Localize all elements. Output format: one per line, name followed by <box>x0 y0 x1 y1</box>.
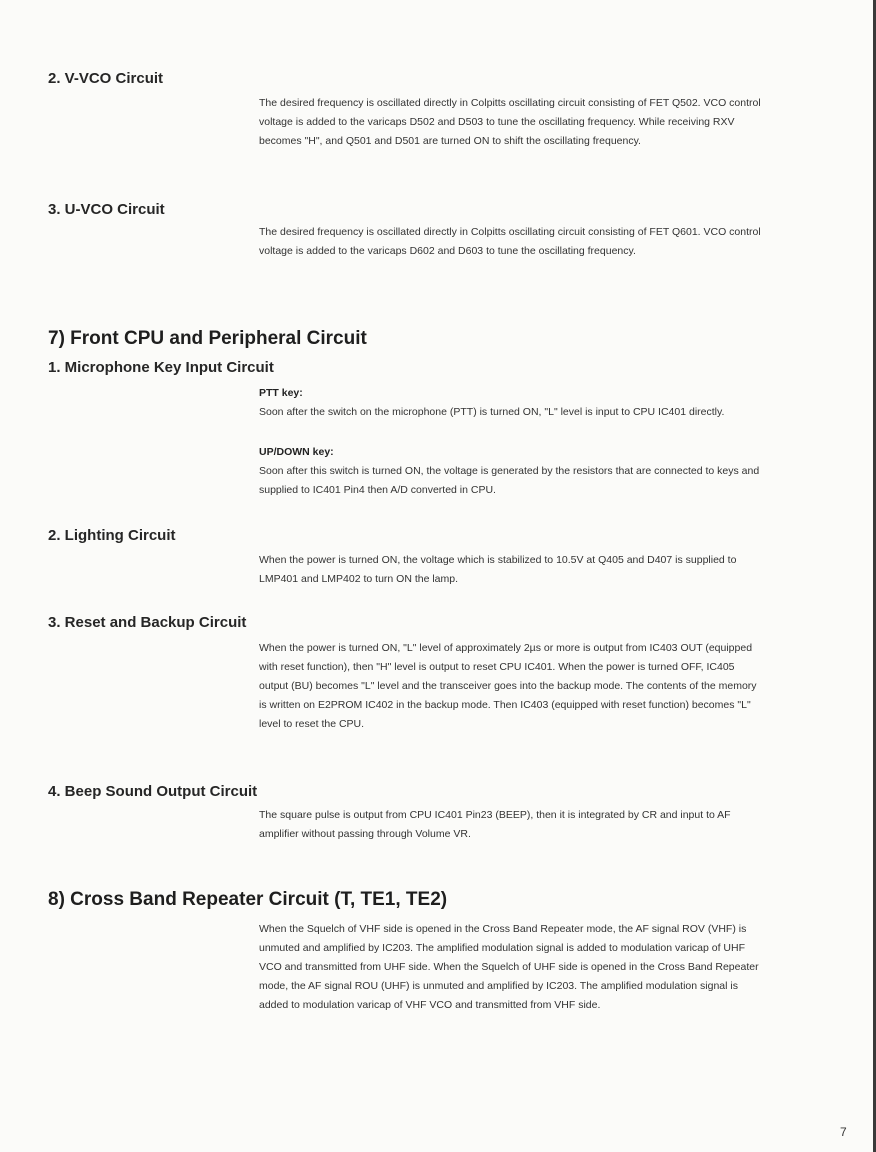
v-vco-text: The desired frequency is oscillated directly in Colpitts oscillating circuit consisting of FET Q502. VCO control voltage is added to the varicaps D502 and D503 to tune the oscillating frequency. While receiving RXV becomes "H", and Q501 and D501 are turned ON to shift the oscillating frequency. <box>259 97 761 147</box>
lighting-heading: 2. Lighting Circuit <box>48 527 176 544</box>
ptt-key-text: Soon after the switch on the microphone (PTT) is turned ON, "L" level is input to CPU IC401 directly. <box>259 406 725 418</box>
updown-key-text: Soon after this switch is turned ON, the voltage is generated by the resistors that are connected to keys and supplied to IC401 Pin4 then A/D converted in CPU. <box>259 465 760 496</box>
mic-key-heading: 1. Microphone Key Input Circuit <box>48 359 274 376</box>
u-vco-heading: 3. U-VCO Circuit <box>48 201 165 218</box>
reset-heading: 3. Reset and Backup Circuit <box>48 614 247 631</box>
repeater-text: When the Squelch of VHF side is opened in the Cross Band Repeater mode, the AF signal ROV (VHF) is unmuted and amplified by IC203. The amplified modulation signal is added to modulation varicap of UHF VCO and transmitted from UHF side. When the Squelch of UHF side is opened in the Cross Band Repeater mode, the AF signal ROU (UHF) is unmuted and amplified by IC203. The amplified modulation signal is added to modulation varicap of VHF VCO and transmitted from VHF side. <box>259 923 759 1011</box>
beep-heading: 4. Beep Sound Output Circuit <box>48 783 258 800</box>
front-cpu-heading: 7) Front CPU and Peripheral Circuit <box>48 328 367 349</box>
lighting-text: When the power is turned ON, the voltage which is stabilized to 10.5V at Q405 and D407 is supplied to LMP401 and LMP402 to turn ON the lamp. <box>259 554 737 585</box>
beep-text: The square pulse is output from CPU IC401 Pin23 (BEEP), then it is integrated by CR and input to AF amplifier without passing through Volume VR. <box>259 809 731 840</box>
u-vco-text: The desired frequency is oscillated directly in Colpitts oscillating circuit consisting of FET Q601. VCO control voltage is added to the varicaps D602 and D603 to tune the oscillating frequency. <box>259 226 761 257</box>
reset-text: When the power is turned ON, "L" level of approximately 2µs or more is output from IC403 OUT (equipped with reset function), then "H" level is output to reset CPU IC401. When the power is turned OFF, IC405 output (BU) becomes "L" level and the transceiver goes into the backup mode. The contents of the memory is written on E2PROM IC402 in the backup mode. Then IC403 (equipped with reset function) becomes "L" level to reset the CPU. <box>259 642 757 730</box>
v-vco-heading: 2. V-VCO Circuit <box>48 70 164 87</box>
repeater-heading: 8) Cross Band Repeater Circuit (T, TE1, TE2) <box>48 889 448 910</box>
updown-key-label: UP/DOWN key: <box>259 446 334 458</box>
page-number: 7 <box>840 1125 847 1139</box>
ptt-key-label: PTT key: <box>259 387 303 399</box>
